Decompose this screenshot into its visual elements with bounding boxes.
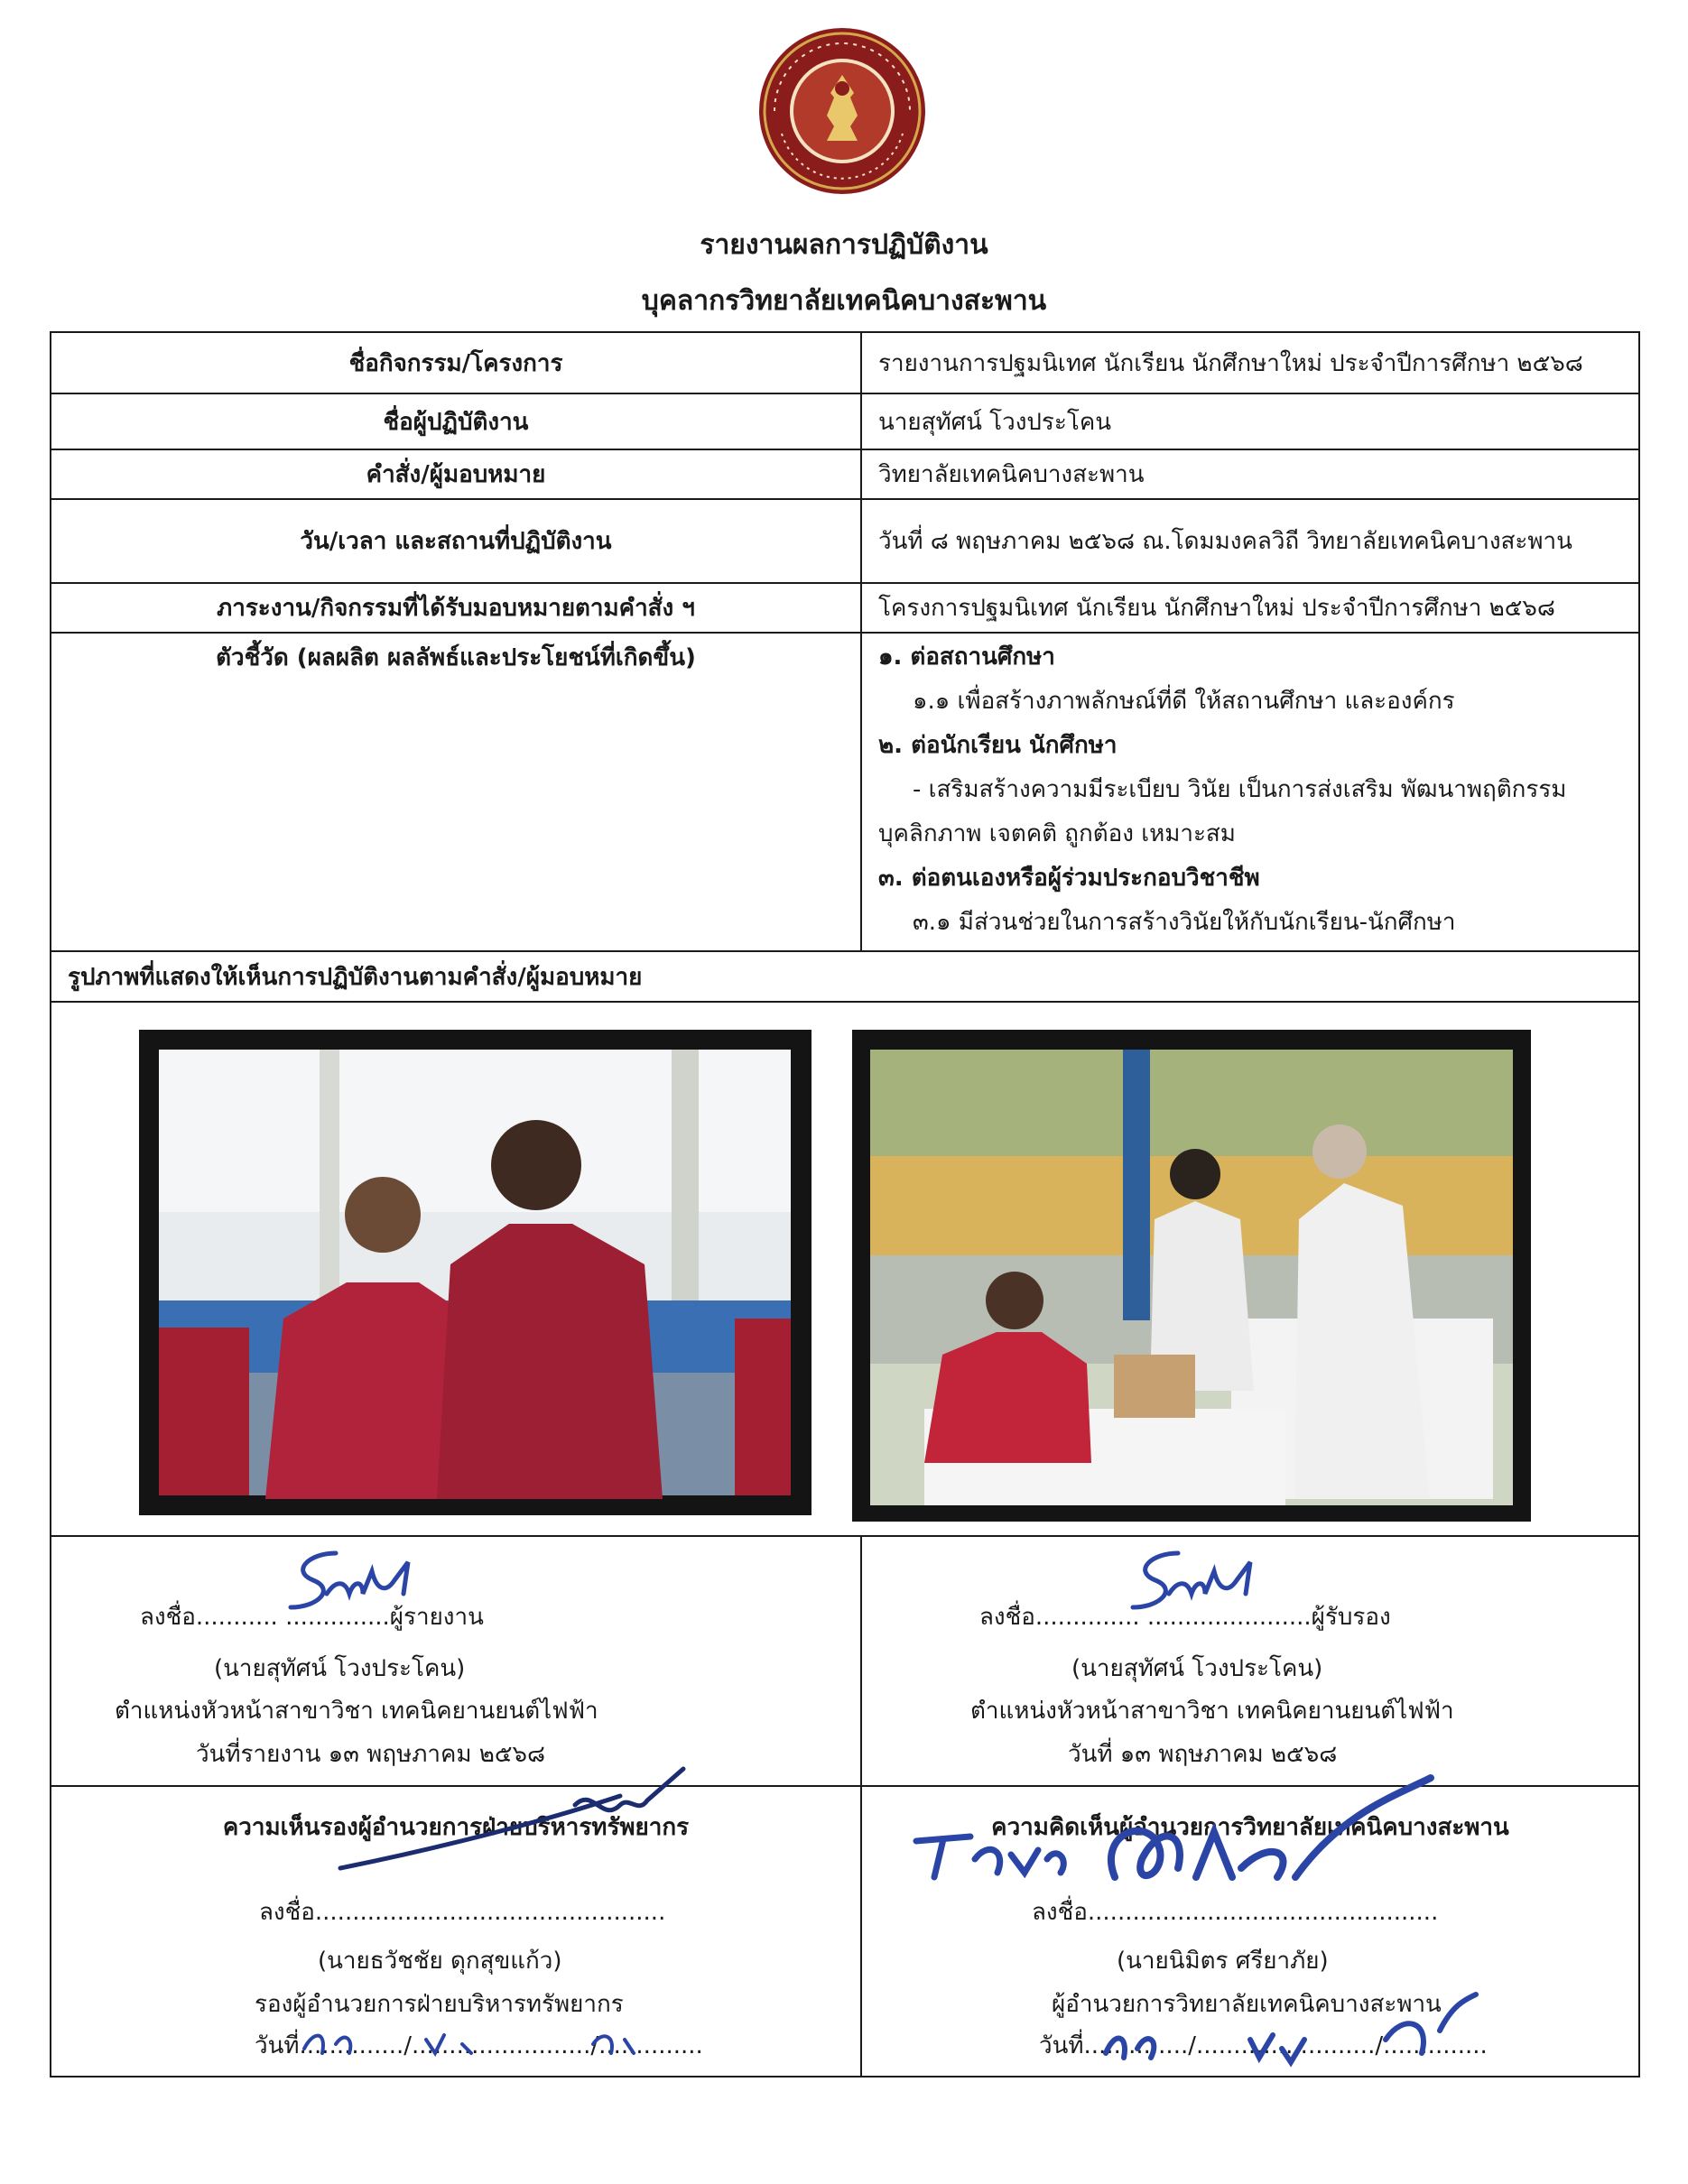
table-row	[51, 332, 1639, 393]
indicator-heading-1: ๑. ต่อสถานศึกษา	[878, 643, 1055, 671]
director-position: ผู้อำนวยการวิทยาลัยเทคนิคบางสะพาน	[1052, 1991, 1442, 2018]
director-signature	[889, 1760, 1521, 1931]
director-date-line: วันที่............../......................../..............	[1039, 2032, 1488, 2059]
indicators-content	[861, 633, 1639, 951]
indicators-row	[51, 633, 1639, 951]
row-label: ชื่อผู้ปฏิบัติงาน	[51, 393, 861, 449]
director-heading: ความคิดเห็นผู้อำนวยการวิทยาลัยเทคนิคบางสะพาน	[991, 1814, 1509, 1841]
indicators-label: ตัวชี้วัด (ผลผลิต ผลลัพธ์และประโยชน์ที่เกิดขึ้น)	[51, 633, 861, 951]
indicator-item-2b: บุคลิกภาพ เจตคติ ถูกต้อง เหมาะสม	[878, 820, 1236, 847]
indicator-heading-3: ๓. ต่อตนเองหรือผู้ร่วมประกอบวิชาชีพ	[878, 865, 1260, 892]
deputy-sign-line: ลงชื่อ...............................................	[259, 1899, 666, 1926]
row-label: คำสั่ง/ผู้มอบหมาย	[51, 449, 861, 499]
deputy-heading: ความเห็นรองผู้อำนวยการฝ่ายบริหารทรัพยากร	[222, 1814, 690, 1841]
photos-row	[51, 1002, 1639, 1536]
director-name: (นายนิมิตร ศรียาภัย)	[1117, 1948, 1329, 1975]
reporter-signature	[273, 1544, 435, 1616]
college-seal-logo	[756, 25, 928, 197]
row-value: นายสุทัศน์ โวงประโคน	[861, 393, 1639, 449]
deputy-date-handwriting	[268, 2013, 647, 2067]
row-label: ภาระงาน/กิจกรรมที่ได้รับมอบหมายตามคำสั่ง ฯ	[51, 583, 861, 633]
director-sign-line: ลงชื่อ...............................................	[1032, 1899, 1439, 1926]
certifier-date: วันที่ ๑๓ พฤษภาคม ๒๕๖๘	[1068, 1741, 1338, 1768]
reporter-signature-block	[51, 1536, 861, 1786]
indicator-heading-2: ๒. ต่อนักเรียน นักศึกษา	[878, 732, 1118, 759]
indicator-item-2a: - เสริมสร้างความมีระเบียบ วินัย เป็นการส่งเสริม พัฒนาพฤติกรรม	[913, 776, 1567, 803]
certifier-signature-block	[861, 1536, 1639, 1786]
activity-photo-2	[852, 1030, 1531, 1522]
row-label: ชื่อกิจกรรม/โครงการ	[51, 332, 861, 393]
report-title: รายงานผลการปฏิบัติงาน	[700, 229, 988, 261]
indicator-item-1: ๑.๑ เพื่อสร้างภาพลักษณ์ที่ดี ให้สถานศึกษา และองค์กร	[913, 688, 1455, 715]
deputy-position: รองผู้อำนวยการฝ่ายบริหารทรัพยากร	[255, 1991, 624, 2018]
photos-heading-row	[51, 951, 1639, 1002]
table-row	[51, 499, 1639, 583]
row-value: โครงการปฐมนิเทศ นักเรียน นักศึกษาใหม่ ประจำปีการศึกษา ๒๕๖๘	[861, 583, 1639, 633]
certifier-position: ตำแหน่งหัวหน้าสาขาวิชา เทคนิคยานยนต์ไฟฟ้า	[970, 1698, 1454, 1725]
reporter-sign-line: ลงชื่อ........... ..............ผู้รายงาน	[140, 1604, 484, 1631]
row-value: วิทยาลัยเทคนิคบางสะพาน	[861, 449, 1639, 499]
row-label: วัน/เวลา และสถานที่ปฏิบัติงาน	[51, 499, 861, 583]
reporter-date: วันที่รายงาน ๑๓ พฤษภาคม ๒๕๖๘	[196, 1741, 546, 1768]
reporter-name: (นายสุทัศน์ โวงประโคน)	[214, 1655, 466, 1682]
deputy-signature	[322, 1760, 737, 1877]
table-row	[51, 449, 1639, 499]
approvals-row	[51, 1786, 1639, 2077]
row-value: วันที่ ๘ พฤษภาคม ๒๕๖๘ ณ.โดมมงคลวิถี วิทยาลัยเทคนิคบางสะพาน	[861, 499, 1639, 583]
signatures-row	[51, 1536, 1639, 1786]
reporter-position: ตำแหน่งหัวหน้าสาขาวิชา เทคนิคยานยนต์ไฟฟ้า	[115, 1698, 598, 1725]
report-form-table	[50, 331, 1640, 2078]
deputy-name: (นายธวัชชัย ดุกสุขแก้ว)	[318, 1948, 562, 1975]
certifier-name: (นายสุทัศน์ โวงประโคน)	[1071, 1655, 1323, 1682]
certifier-sign-line: ลงชื่อ.............. ......................ผู้รับรอง	[979, 1604, 1391, 1631]
deputy-date-line: วันที่............../......................../..............	[255, 2032, 703, 2059]
photos-cell	[51, 1002, 1639, 1536]
row-value: รายงานการปฐมนิเทศ นักเรียน นักศึกษาใหม่ ประจำปีการศึกษา ๒๕๖๘	[861, 332, 1639, 393]
photos-heading: รูปภาพที่แสดงให้เห็นการปฏิบัติงานตามคำสั่ง/ผู้มอบหมาย	[51, 951, 1639, 1002]
activity-photo-1	[139, 1030, 812, 1515]
director-opinion-block	[861, 1786, 1639, 2077]
certifier-signature	[1115, 1544, 1277, 1616]
indicator-item-3: ๓.๑ มีส่วนช่วยในการสร้างวินัยให้กับนักเรียน-นักศึกษา	[913, 909, 1456, 936]
deputy-opinion-block	[51, 1786, 861, 2077]
table-row	[51, 583, 1639, 633]
director-date-handwriting	[1043, 1985, 1494, 2076]
table-row	[51, 393, 1639, 449]
report-subtitle: บุคลากรวิทยาลัยเทคนิคบางสะพาน	[641, 285, 1047, 317]
